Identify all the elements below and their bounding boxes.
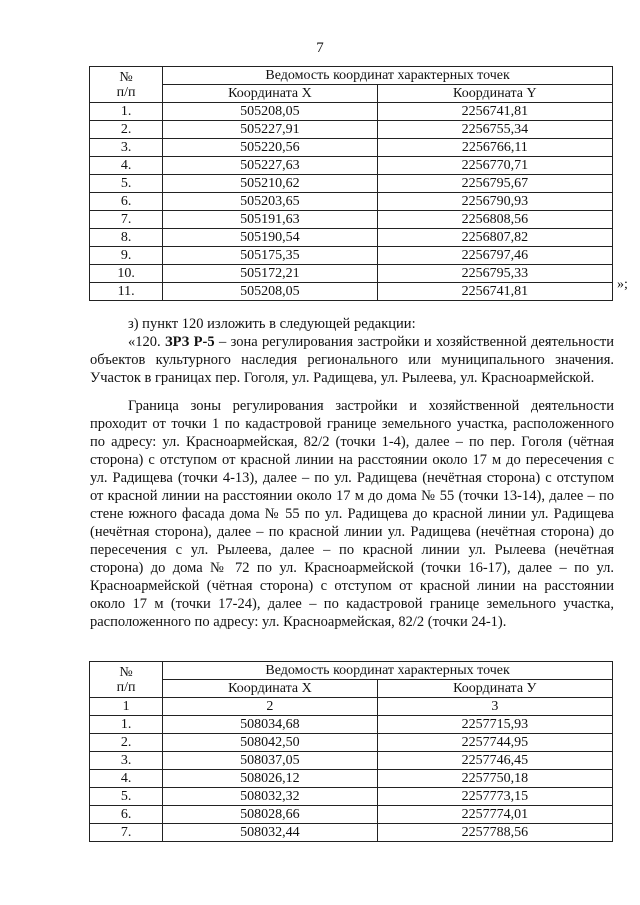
coord-x: 505210,62: [163, 175, 377, 193]
coord-y: 2256795,33: [377, 265, 612, 283]
table-row: [90, 211, 613, 229]
table-row: [90, 121, 613, 139]
coord-x: 505227,91: [163, 121, 377, 139]
coord-x: 508034,68: [163, 716, 377, 734]
coord-y: 2257746,45: [377, 752, 612, 770]
header-y: Координата Y: [377, 85, 612, 103]
coord-x: 508032,44: [163, 824, 377, 842]
table-subheader-row: [90, 85, 613, 103]
body-text: [90, 315, 614, 631]
col-number: 3: [377, 698, 612, 716]
coord-x: 505190,54: [163, 229, 377, 247]
row-number: 7.: [90, 211, 163, 229]
row-number: 6.: [90, 806, 163, 824]
row-number: 5.: [90, 788, 163, 806]
coord-y: 2257788,56: [377, 824, 612, 842]
coord-x: 508028,66: [163, 806, 377, 824]
coord-x: 508042,50: [163, 734, 377, 752]
header-x: Координата X: [163, 85, 377, 103]
column-number-row: [90, 698, 613, 716]
table-row: [90, 716, 613, 734]
table-row: [90, 157, 613, 175]
table-row: [90, 229, 613, 247]
header-num: № п/п: [90, 662, 163, 698]
header-num: № п/п: [90, 67, 163, 103]
table-row: [90, 247, 613, 265]
coord-y: 2257715,93: [377, 716, 612, 734]
row-number: 7.: [90, 824, 163, 842]
row-number: 3.: [90, 752, 163, 770]
coord-y: 2257774,01: [377, 806, 612, 824]
col-number: 1: [90, 698, 163, 716]
table-row: [90, 283, 613, 301]
coord-y: 2257773,15: [377, 788, 612, 806]
table-row: [90, 806, 613, 824]
header-title: Ведомость координат характерных точек: [163, 67, 613, 85]
table-row: [90, 139, 613, 157]
coord-y: 2256795,67: [377, 175, 612, 193]
row-number: 2.: [90, 734, 163, 752]
boundary-paragraph: Граница зоны регулирования застройки и хозяйственной деятельности проходит от точки 1 по кадастровой границе земельного участка, расположенного по адресу: ул. Красноармейская, 82/2 (точки 1-4), далее – по пер. Гоголя (чётная сторона) с отступом от красной линии на расстоянии около 17 м до пересечения с ул. Радищева (точки 4-13), далее – по ул. Радищева (нечётная сторона) с отступом от красной линии на расстоянии около 17 м до дома № 55 (точки 13-14), далее – по стене южного фасада дома № 55 по ул. Радищева до красной линии ул. Радищева (нечётная сторона), далее – по красной линии ул. Радищева (нечётная сторона) до пересечения с ул. Рылеева, далее – по красной линии ул. Рылеева (нечётная сторона) до дома № 72 по ул. Красноармейской (точки 16-17), далее – по ул. Красноармейской (чётная сторона) с отступом от красной линии на расстоянии около 17 м (точки 17-24), далее – по кадастровой границе земельного участка, расположенного по адресу: ул. Красноармейская, 82/2 (точки 24-1).: [90, 398, 614, 630]
coord-x: 505227,63: [163, 157, 377, 175]
coord-x: 505208,05: [163, 283, 377, 301]
table-row: [90, 770, 613, 788]
coord-y: 2256797,46: [377, 247, 612, 265]
item-z: з) пункт 120 изложить в следующей редакции:: [128, 316, 416, 332]
coord-x: 508026,12: [163, 770, 377, 788]
coord-x: 508032,32: [163, 788, 377, 806]
col-number: 2: [163, 698, 377, 716]
row-number: 6.: [90, 193, 163, 211]
coord-x: 505203,65: [163, 193, 377, 211]
quote-close: »;: [617, 277, 628, 292]
paragraph-120: [90, 333, 614, 387]
coord-y: 2256741,81: [377, 103, 612, 121]
table-header-row: [90, 662, 613, 680]
row-number: 5.: [90, 175, 163, 193]
table-row: [90, 788, 613, 806]
row-number: 2.: [90, 121, 163, 139]
coord-x: 505208,05: [163, 103, 377, 121]
page-number: 7: [316, 40, 324, 56]
header-x: Координата X: [163, 680, 377, 698]
coord-y: 2256741,81: [377, 283, 612, 301]
row-number: 8.: [90, 229, 163, 247]
coord-y: 2257750,18: [377, 770, 612, 788]
table-row: [90, 734, 613, 752]
coord-x: 505172,21: [163, 265, 377, 283]
table-row: [90, 752, 613, 770]
header-title: Ведомость координат характерных точек: [163, 662, 613, 680]
header-y: Координата У: [377, 680, 612, 698]
table-header-row: [90, 67, 613, 85]
row-number: 4.: [90, 157, 163, 175]
coordinates-table-2: [89, 661, 613, 842]
table-row: [90, 103, 613, 121]
table-row: [90, 824, 613, 842]
table-row: [90, 193, 613, 211]
p1-rest: – зона регулирования застройки и хозяйственной деятельности объектов культурного наследия регионального или муниципального значения. Участок в границах пер. Гоголя, ул. Радищева, ул. Рылеева, ул. Красноармейской.: [90, 334, 615, 386]
coord-y: 2257744,95: [377, 734, 612, 752]
p1-prefix: «120.: [128, 334, 161, 350]
coord-x: 505191,63: [163, 211, 377, 229]
coord-y: 2256807,82: [377, 229, 612, 247]
coord-y: 2256790,93: [377, 193, 612, 211]
coord-x: 505220,56: [163, 139, 377, 157]
table-row: [90, 175, 613, 193]
row-number: 10.: [90, 265, 163, 283]
coord-y: 2256766,11: [377, 139, 612, 157]
row-number: 1.: [90, 103, 163, 121]
coord-y: 2256770,71: [377, 157, 612, 175]
row-number: 4.: [90, 770, 163, 788]
coord-x: 505175,35: [163, 247, 377, 265]
coord-y: 2256808,56: [377, 211, 612, 229]
coord-y: 2256755,34: [377, 121, 612, 139]
table-subheader-row: [90, 680, 613, 698]
zone-code: ЗРЗ Р-5: [164, 334, 215, 350]
row-number: 3.: [90, 139, 163, 157]
coord-x: 508037,05: [163, 752, 377, 770]
row-number: 1.: [90, 716, 163, 734]
row-number: 11.: [90, 283, 163, 301]
row-number: 9.: [90, 247, 163, 265]
table-row: [90, 265, 613, 283]
coordinates-table-1: [89, 66, 613, 301]
